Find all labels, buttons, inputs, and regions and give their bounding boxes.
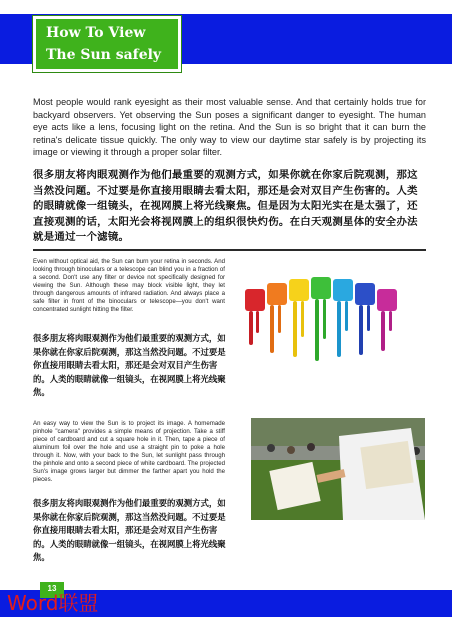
section1-english-paragraph: Even without optical aid, the Sun can burn your retina in seconds. And looking through binoculars or a telescope can blind you in a fraction of a second. Don't use any filter or device not specifically designed for viewing the Sun. Although these may block visible light, they let through dangerous amounts of infrared radiation. And always place a safe filter in front of the binoculars or telescope—you don't want concentrated sunlight hitting the filter. [33,258,225,313]
pinhole-projection-photo [251,418,425,520]
cardboard-sheet [360,441,413,489]
title-line-1: How To View [46,25,146,41]
intro-english-paragraph: Most people would rank eyesight as their most valuable sense. And that certainly holds true for backyard observers. Yet observing the Sun poses a significant danger to eyesight. The human eye acts like a lens, focusing light on the retina. And the Sun is so bright that it can burn the retina's delicate tissue quickly. The only way to view our daytime star safely is by projecting its image or viewing it through a proper solar filter. [33,97,426,157]
section2-chinese-paragraph: 很多朋友将肉眼观测作为他们最重要的观测方式，如果你就在你家后院观测，那这当然没问题。不过要是你直接用眼睛去看太阳，那还是会对双目产生伤害的。人类的眼睛就像一组镜头，在视网膜上将光线聚焦。 [33,498,226,562]
watermark-part-2: rd联盟 [37,591,99,615]
paint-drip-image [239,273,413,371]
watermark-part-1: Wo [7,591,38,615]
section-divider [33,249,426,251]
section1-chinese-paragraph: 很多朋友将肉眼观测作为他们最重要的观测方式，如果你就在你家后院观测，那这当然没问题。不过要是你直接用眼睛去看太阳，那还是会对双目产生伤害的。人类的眼睛就像一组镜头，在视网膜上将光线聚焦。 [33,333,226,397]
intro-chinese-paragraph: 很多朋友将肉眼观测作为他们最重要的观测方式，如果你就在你家后院观测，那这当然没问题。不过要是你直接用眼睛去看太阳，那还是会对双目产生伤害的。人类的眼睛就像一组镜头，在视网膜上将光线聚焦。但是因为太阳光实在是太强了，还直接观测的话，太阳光会将视网膜上的组织很快灼伤。在白天观测星体的安全办法就是通过一个滤镜。 [33,169,418,243]
title-box [33,16,181,72]
section2-english-paragraph: An easy way to view the Sun is to project its image. A homemade pinhole "camera" provides a simple means of projection. Take a stiff piece of cardboard and cut a square hole in it. Then, tape a piece of aluminum foil over the hole and use a straight pin to poke a hole through it. Now, with your back to the Sun, let sunlight pass through the pinhole and onto a second piece of white cardboard. The projected Sun's image grows larger but dimmer the farther apart you hold the pieces. [33,420,225,483]
page-number: 13 [40,582,64,598]
title-line-2: The Sun safely [46,47,162,63]
watermark [7,590,98,616]
